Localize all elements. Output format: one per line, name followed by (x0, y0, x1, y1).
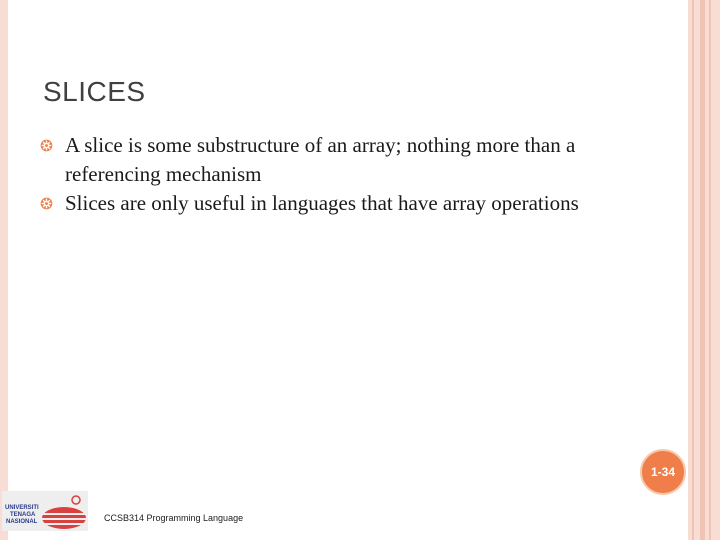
logo-text: NASIONAL (6, 519, 38, 525)
frame-rail (700, 0, 705, 540)
footer-course-name: CCSB314 Programming Language (104, 513, 244, 523)
frame-rail (709, 0, 711, 540)
bullet-item (45, 131, 645, 189)
frame-rail (692, 0, 694, 540)
slide-title: SLICES (43, 76, 146, 107)
gear-icon (40, 139, 53, 152)
bullet-text: A slice is some substructure of an array; nothing more than a referencing mechanism (65, 133, 576, 186)
page-number-badge (640, 449, 686, 495)
page-number: 1-34 (650, 465, 676, 479)
logo-text: TENAGA (10, 512, 36, 518)
bullet-text: Slices are only useful in languages that have array operations (65, 191, 579, 215)
bullet-item (45, 189, 645, 218)
bullet-list (45, 131, 645, 218)
gear-icon (40, 197, 53, 210)
logo-text: UNIVERSITI (5, 505, 39, 511)
university-logo (2, 491, 88, 531)
